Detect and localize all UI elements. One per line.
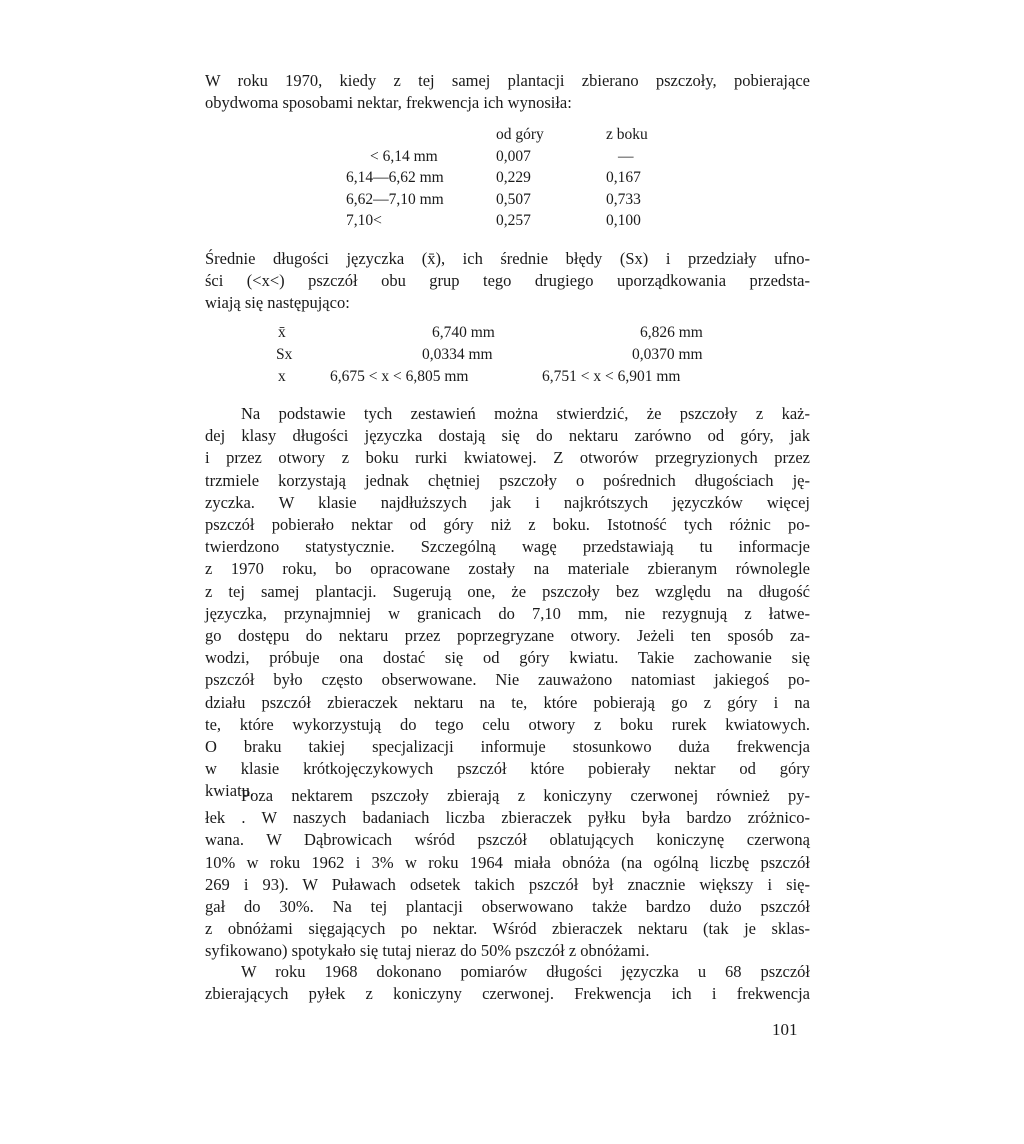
table-header-side: z boku — [606, 126, 648, 143]
text-line: W roku 1970, kiedy z tej samej plantacji zbierano pszczoły, pobierające — [205, 71, 810, 90]
text-line: ści (<x<) pszczół obu grup tego drugiego uporządkowania przedsta- — [205, 271, 810, 291]
table-row-label: 6,62—7,10 mm — [346, 191, 444, 208]
text-line: wiają się następująco: — [205, 293, 350, 313]
text-line: 269 i 93). W Puławach odsetek takich pszczół był znacznie większy i się- — [205, 874, 810, 894]
text-line: z 1970 roku, bo opracowane zostały na materiale zbieranym równolegle — [205, 559, 810, 579]
table-cell: 0,507 — [496, 191, 531, 208]
text-line: z tej samej plantacji. Sugerują one, że pszczoły bez względu na długość — [205, 581, 810, 601]
stat-cell: 6,826 mm — [640, 324, 703, 341]
table-cell: 0,100 — [606, 212, 641, 229]
text-line: pszczół było często obserwowane. Nie zauważono natomiast jakiegoś po- — [205, 670, 810, 690]
text-line: gał do 30%. Na tej plantacji obserwowano także bardzo dużo pszczół — [205, 897, 810, 917]
page-number: 101 — [772, 1020, 798, 1039]
table-cell: 0,733 — [606, 191, 641, 208]
text-line: twierdzono statystycznie. Szczególną wagę przedstawiają tu informacje — [205, 537, 810, 557]
stat-cell: 0,0370 mm — [632, 346, 703, 363]
text-line: syfikowano) spotykało się tutaj nieraz do 50% pszczół z obnóżami. — [205, 941, 650, 961]
text-line: go dostępu do nektaru przez poprzegryzane otwory. Jeżeli ten sposób za- — [205, 626, 810, 646]
text-line: i przez otwory z boku rurki kwiatowej. Z otworów przegryzionych przez — [205, 448, 810, 468]
table-cell: 0,229 — [496, 169, 531, 186]
stat-label-error: Sx — [276, 346, 293, 363]
table-header-top: od góry — [496, 126, 544, 143]
text-line: wana. W Dąbrowicach wśród pszczół oblatujących koniczynę czerwoną — [205, 830, 810, 850]
text-line: O braku takiej specjalizacji informuje stosunkowo duża frekwencja — [205, 737, 810, 757]
table-cell: — — [618, 148, 634, 165]
stat-cell: 6,740 mm — [432, 324, 495, 341]
text-line: trzmiele korzystają jednak chętniej pszczoły o pośrednich długościach ję- — [205, 470, 810, 490]
text-line: pszczół pobierało nektar od góry niż z boku. Istotność tych różnic po- — [205, 515, 810, 535]
stat-cell: 6,675 < x < 6,805 mm — [330, 368, 469, 385]
stat-label-mean: x̄ — [278, 324, 286, 341]
text-line: zyczka. W klasie najdłuższych jak i najkrótszych języczków więcej — [205, 492, 810, 512]
measurement-paragraph — [205, 961, 810, 1005]
text-line: w klasie krótkojęczykowych pszczół które pobierały nektar od góry — [205, 759, 810, 779]
text-line: z obnóżami sięgających po nektar. Wśród zbieraczek nektaru (tak je sklas- — [205, 919, 810, 939]
stat-cell: 6,751 < x < 6,901 mm — [542, 368, 681, 385]
stats-intro-paragraph — [205, 248, 810, 315]
discussion-paragraph — [205, 403, 810, 803]
stat-cell: 0,0334 mm — [422, 346, 493, 363]
text-line: Na podstawie tych zestawień można stwierdzić, że pszczoły z każ- — [241, 404, 810, 423]
text-line: obydwoma sposobami nektar, frekwencja ich wynosiła: — [205, 93, 572, 113]
text-line: języczka, przynajmniej w granicach do 7,10 mm, nie rezygnują z łatwe- — [205, 603, 810, 623]
text-line: W roku 1968 dokonano pomiarów długości języczka u 68 pszczół — [241, 962, 810, 981]
text-line: Poza nektarem pszczoły zbierają z koniczyny czerwonej również py- — [241, 786, 810, 805]
pollen-paragraph — [205, 785, 810, 963]
table-cell: 0,167 — [606, 169, 641, 186]
text-line: 10% w roku 1962 i 3% w roku 1964 miała obnóża (na ogólną liczbę pszczół — [205, 852, 810, 872]
text-line: kwiatu. — [205, 781, 255, 801]
table-row-label: 6,14—6,62 mm — [346, 169, 444, 186]
stat-label-interval: x — [278, 368, 286, 385]
intro-paragraph — [205, 70, 810, 114]
table-row-label: < 6,14 mm — [370, 148, 438, 165]
text-line: te, które wykorzystują do tego celu otwory z boku rurek kwiatowych. — [205, 714, 810, 734]
text-line: Średnie długości języczka (x̄), ich średnie błędy (Sx) i przedziały ufno- — [205, 249, 810, 268]
text-line: działu pszczół zbieraczek nektaru na te, które pobierają go z góry i na — [205, 692, 810, 712]
table-cell: 0,007 — [496, 148, 531, 165]
table-cell: 0,257 — [496, 212, 531, 229]
text-line: zbierających pyłek z koniczyny czerwonej. Frekwencja ich i frekwencja — [205, 984, 810, 1004]
text-line: dej klasy długości języczka dostają się do nektaru zarówno od góry, jak — [205, 426, 810, 446]
text-line: łek . W naszych badaniach liczba zbieraczek pyłku była bardzo zróżnico- — [205, 808, 810, 828]
table-row-label: 7,10< — [346, 212, 382, 229]
text-line: wodzi, próbuje ona dostać się od góry kwiatu. Takie zachowanie się — [205, 648, 810, 668]
